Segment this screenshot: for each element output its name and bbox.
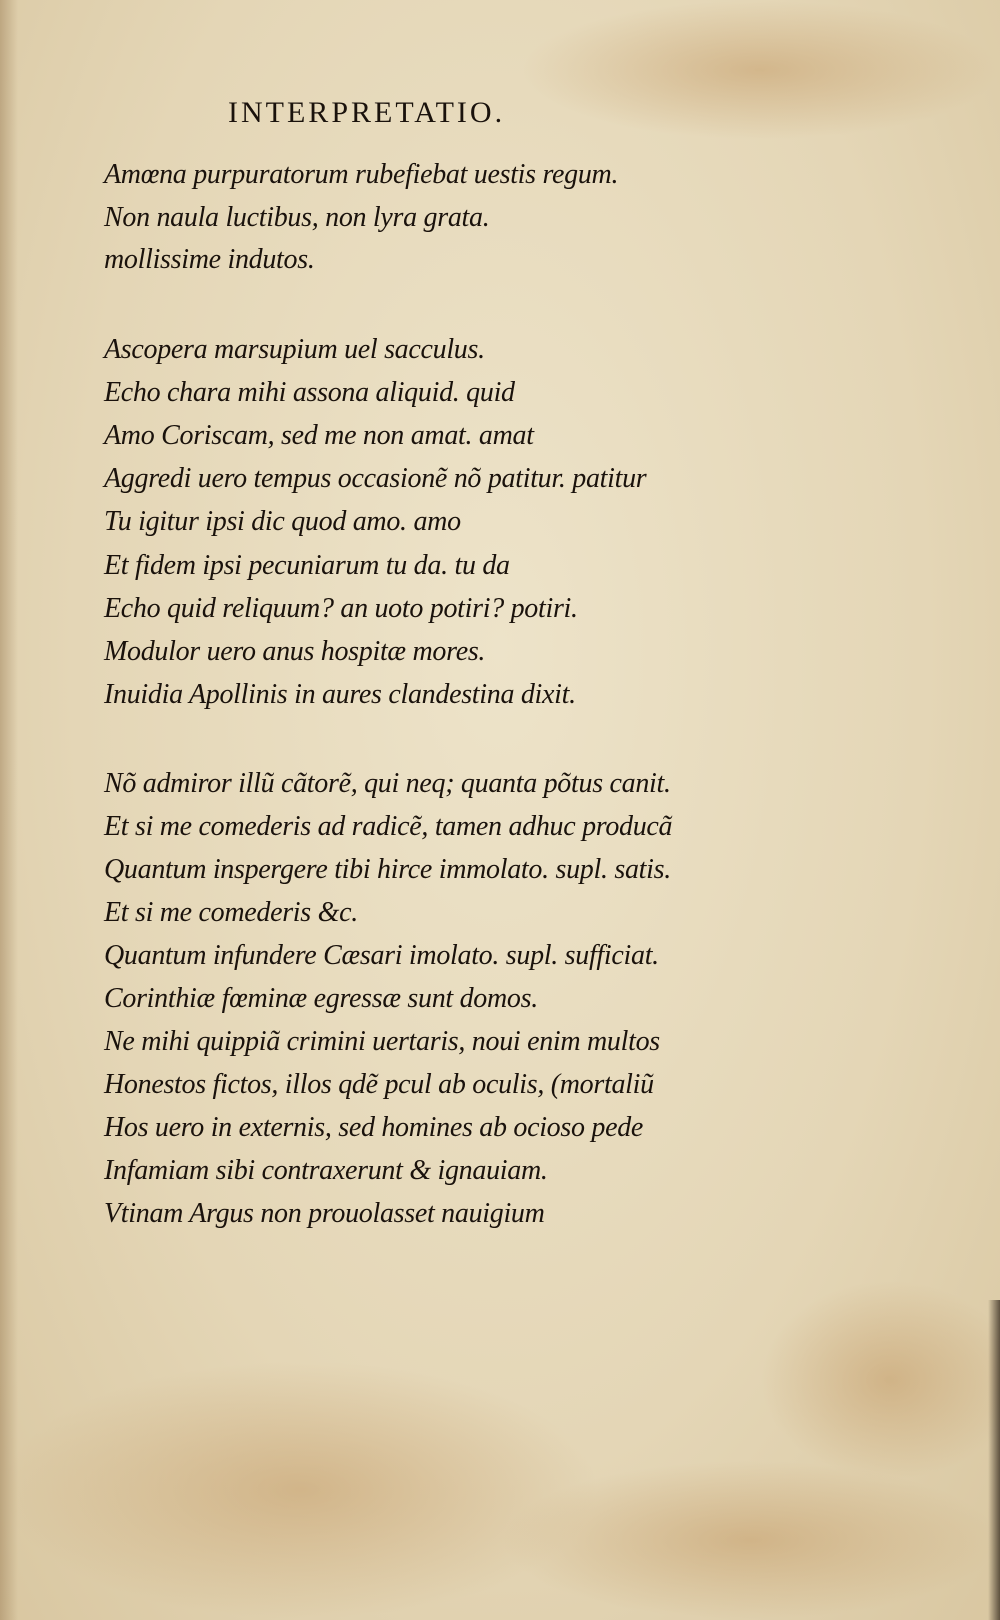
text-line: Ascopera marsupium uel sacculus. [104, 334, 485, 365]
paper-stain [0, 1360, 600, 1620]
text-line: Echo chara mihi assona aliquid. quid [104, 377, 515, 408]
page-edge-shadow [988, 1300, 1000, 1620]
paper-stain [520, 0, 1000, 140]
text-line: Quantum inspergere tibi hirce immolato. supl. satis. [104, 854, 671, 885]
text-line: Tu igitur ipsi dic quod amo. amo [104, 506, 461, 537]
text-line: Honestos fictos, illos qdẽ pcul ab oculis, (mortaliũ [104, 1069, 654, 1100]
text-line: Nõ admiror illũ cãtorẽ, qui neq; quanta põtus canit. [104, 768, 671, 799]
text-line: mollissime indutos. [104, 244, 315, 275]
text-line: Amœna purpuratorum rubefiebat uestis regum. [104, 159, 619, 190]
text-line: Corinthiæ fœminæ egressæ sunt domos. [104, 983, 538, 1014]
text-line: Et si me comederis &c. [104, 897, 358, 928]
text-line: Echo quid reliquum? an uoto potiri? potiri. [104, 593, 578, 624]
page-spine-shadow [0, 0, 18, 1620]
text-line: Inuidia Apollinis in aures clandestina dixit. [104, 679, 576, 710]
paper-stain [760, 1280, 1000, 1480]
text-line: Et si me comederis ad radicẽ, tamen adhuc producã [104, 811, 673, 842]
text-line: Modulor uero anus hospitæ mores. [104, 636, 486, 667]
text-line: Ne mihi quippiã crimini uertaris, noui enim multos [104, 1026, 660, 1057]
text-line: Infamiam sibi contraxerunt & ignauiam. [104, 1155, 548, 1186]
paper-stain [500, 1460, 1000, 1620]
text-line: Hos uero in externis, sed homines ab ocioso pede [104, 1112, 644, 1143]
page-heading: INTERPRETATIO. [228, 96, 506, 129]
text-line: Vtinam Argus non prouolasset nauigium [104, 1198, 545, 1229]
text-line: Amo Coriscam, sed me non amat. amat [104, 420, 534, 451]
text-line: Et fidem ipsi pecuniarum tu da. tu da [104, 550, 510, 581]
text-line: Non naula luctibus, non lyra grata. [104, 202, 490, 233]
text-line: Quantum infundere Cæsari imolato. supl. sufficiat. [104, 940, 659, 971]
text-line: Aggredi uero tempus occasionẽ nõ patitur. patitur [104, 463, 647, 494]
